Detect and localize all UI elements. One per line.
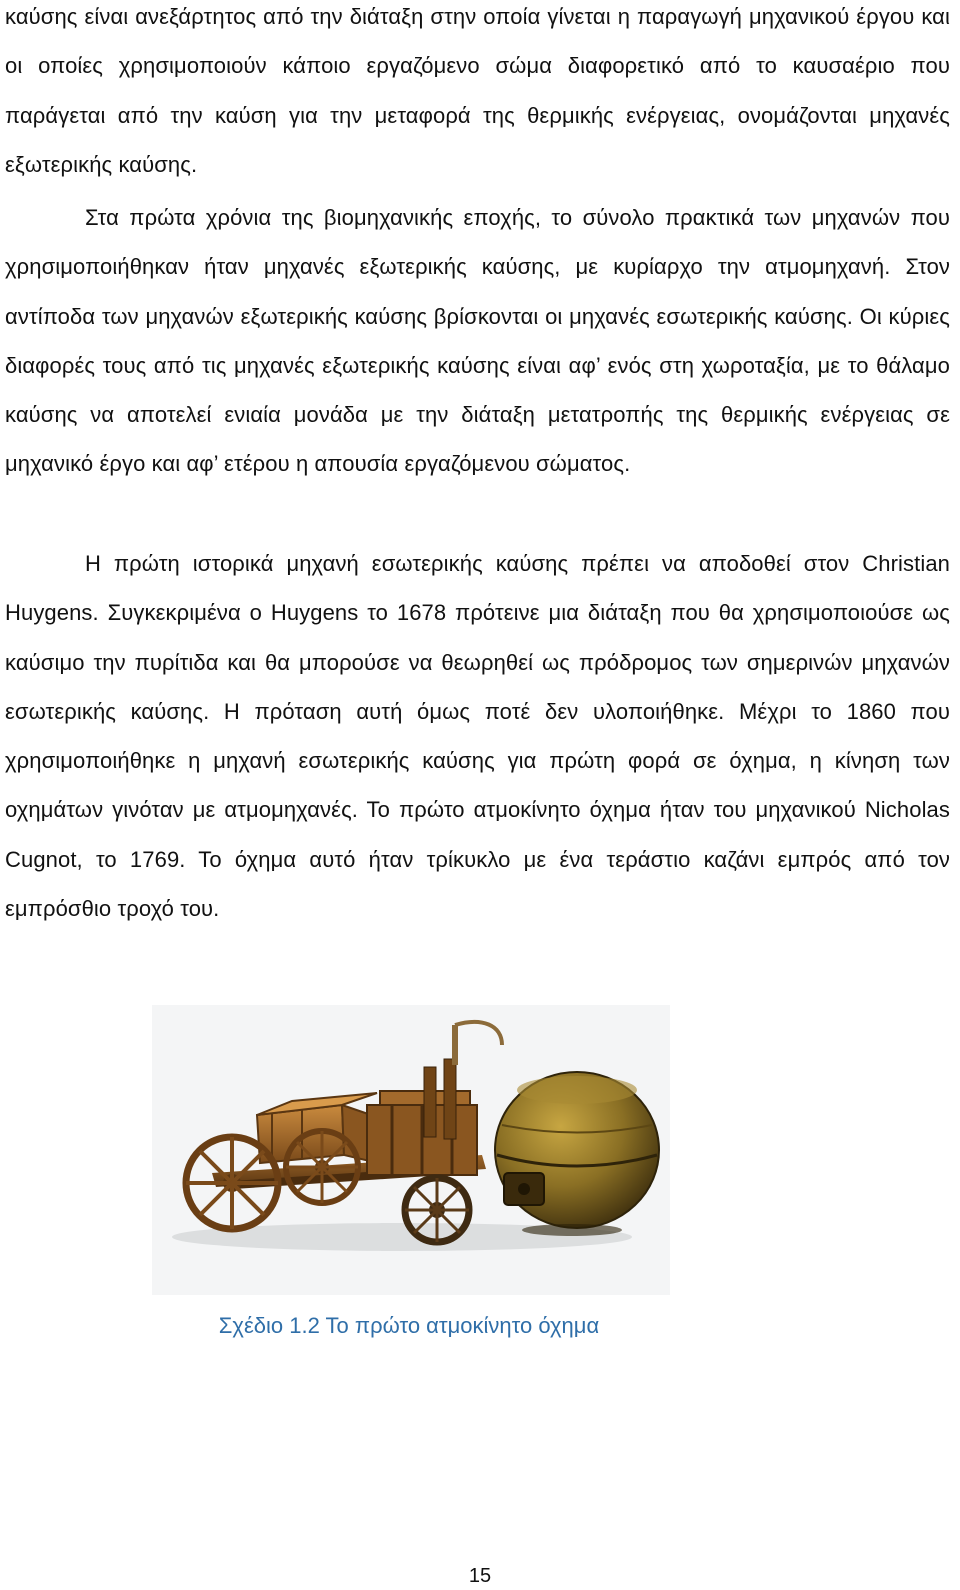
paragraph-3-text: Η πρώτη ιστορικά μηχανή εσωτερικής καύσης πρέπει να αποδοθεί στον Christian Huygens. Συγκεκριμένα ο Huygens το 1678 πρότεινε μια διάταξη που θα χρησιμοποιούσε ως καύσιμο την πυρίτιδα και θα μπορούσε να θεωρηθεί ως πρόδρομος των σημερινών μηχανών εσωτερικής καύσης. Η πρόταση αυτή όμως ποτέ δεν υλοποιήθηκε. Μέχρι το 1860 που χρησιμοποιήθηκε η μηχανή εσωτερικής καύσης για πρώτη φορά σε όχημα, η κίνηση των οχημάτων γινόταν με ατμομηχανές. Το πρώτο ατμοκίνητο όχημα ήταν του μηχανικού Nicholas Cugnot, το 1769. Το όχημα αυτό ήταν τρίκυκλο με ένα τεράστιο καζάνι εμπρός από τον εμπρόσθιο τροχό του.: [5, 551, 950, 922]
front-wheel: [405, 1178, 469, 1242]
paragraph-2: [5, 193, 950, 489]
steam-vehicle-illustration: [152, 1005, 670, 1295]
steam-vehicle-figure: [152, 1005, 670, 1295]
figure-caption: Σχέδιο 1.2 Το πρώτο ατμοκίνητο όχημα: [218, 1313, 600, 1338]
paragraph-2-text: Στα πρώτα χρόνια της βιομηχανικής εποχής, το σύνολο πρακτικά των μηχανών που χρησιμοποιήθηκαν ήταν μηχανές εξωτερικής καύσης, με κυρίαρχο την ατμομηχανή. Στον αντίποδα των μηχανών εξωτερικής καύσης βρίσκονται οι μηχανές εσωτερικής καύσης. Οι κύριες διαφορές τους από τις μηχανές εξωτερικής καύσης είναι αφ’ ενός στη χωροταξία, με το θάλαμο καύσης να αποτελεί ενιαία μονάδα με την διάταξη μετατροπής της θερμικής ενέργειας σε μηχανικό έργο και αφ’ ετέρου η απουσία εργαζόμενου σώματος.: [5, 205, 950, 477]
boiler: [495, 1072, 659, 1236]
rear-wheel-left: [186, 1137, 278, 1229]
paragraph-1-text: καύσης είναι ανεξάρτητος από την διάταξη στην οποία γίνεται η παραγωγή μηχανικού έργου και οι οποίες χρησιμοποιούν κάποιο εργαζόμενο σώμα διαφορετικό από το καυσαέριο που παράγεται από την καύση για την μεταφορά της θερμικής ενέργειας, ονομάζονται μηχανές εξωτερικής καύσης.: [5, 4, 950, 177]
page-number: 15: [468, 1565, 492, 1587]
paragraph-3: [5, 539, 950, 933]
rear-wheel-right: [286, 1131, 358, 1203]
paragraph-1: [5, 0, 950, 189]
